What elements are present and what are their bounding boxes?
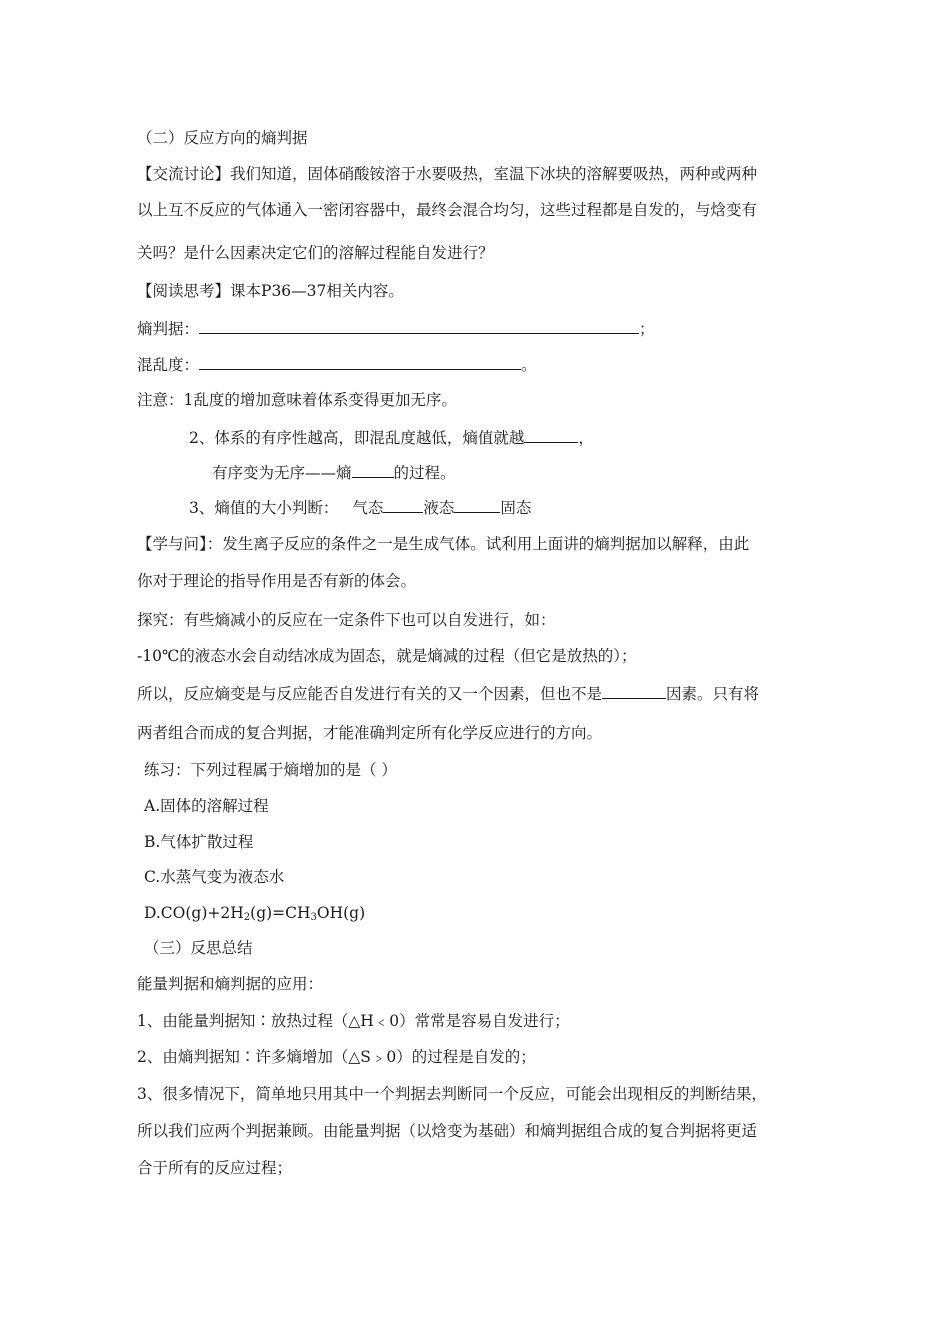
note-line-2b (212, 462, 456, 483)
entropy-criterion-blank[interactable] (199, 318, 639, 334)
option-d-sub2: 3 (310, 912, 317, 923)
summary-point-3-line-2: 所以我们应两个判据兼顾。由能量判据（以焓变为基础）和熵判据组合成的复合判据将更适 (137, 1122, 758, 1140)
note-2b-end: 的过程。 (393, 464, 456, 482)
explore-line-1: 探究：有些熵减小的反应在一定条件下也可以自发进行，如： (137, 611, 556, 629)
disorder-label: 混乱度： (137, 356, 200, 374)
summary-point-3-line-1: 3、很多情况下，简单地只用其中一个判据去判断同一个反应，可能会出现相反的判断结果， (137, 1085, 767, 1103)
discussion-line-1 (137, 164, 757, 184)
note-2b-text: 有序变为无序——熵 (212, 464, 352, 482)
reading-line (137, 281, 404, 301)
explore-line-2: -10℃的液态水会自动结冰成为固态，就是熵减的过程（但它是放热的）； (137, 647, 637, 665)
option-d-sub1: 2 (243, 912, 251, 923)
liquid-state-label: 液态 (423, 499, 455, 517)
learn-text-1: ：发生离子反应的条件之一是生成气体。试利用上面讲的熵判据加以解释，由此 (206, 535, 750, 553)
disorder-blank[interactable] (199, 354, 521, 370)
note-line-3 (189, 497, 531, 518)
learn-line-2: 你对于理论的指导作用是否有新的体会。 (137, 572, 417, 590)
note-2-comma: ， (578, 429, 594, 447)
decisive-factor-blank[interactable] (602, 683, 666, 699)
summary-point-2: 2、由熵判据知∶许多熵增加（△S﹥0）的过程是自发的； (137, 1048, 536, 1066)
summary-intro: 能量判据和熵判据的应用： (137, 975, 324, 993)
entropy-criterion-label: 熵判据： (137, 320, 200, 338)
note-3-text: 3、熵值的大小判断： (189, 499, 339, 517)
discussion-line-3: 关吗？是什么因素决定它们的溶解过程能自发进行？ (137, 244, 494, 262)
learn-line-1 (137, 534, 749, 554)
option-d-part2: (g)=CH (250, 904, 311, 922)
explore-line-3 (137, 683, 759, 704)
note-line-2 (189, 427, 594, 448)
note-line-1: 注意：1乱度的增加意味着体系变得更加无序。 (137, 391, 457, 409)
gas-liquid-blank[interactable] (383, 497, 423, 513)
exercise-question: 练习：下列过程属于熵增加的是（ ） (144, 761, 397, 779)
explore-line-4: 两者组合而成的复合判据，才能准确判定所有化学反应进行的方向。 (137, 724, 603, 742)
summary-point-1: 1、由能量判据知∶放热过程（△H﹤0）常常是容易自发进行； (137, 1012, 570, 1030)
entropy-criterion-end: ； (639, 320, 655, 338)
discussion-line-2: 以上互不反应的气体通入一密闭容器中，最终会混合均匀，这些过程都是自发的，与焓变有 (137, 201, 758, 219)
exercise-option-c: C.水蒸气变为液态水 (144, 868, 285, 886)
exercise-option-d (144, 903, 365, 923)
section-3-title: （三）反思总结 (144, 939, 253, 957)
disorder-end: 。 (521, 356, 537, 374)
discussion-text-1: 我们知道，固体硝酸铵溶于水要吸热，室温下冰块的溶解要吸热，两种或两种 (230, 165, 758, 183)
liquid-solid-blank[interactable] (454, 497, 500, 513)
note-2-text: 2、体系的有序性越高，即混乱度越低，熵值就越 (189, 429, 525, 447)
option-d-part1: D.CO(g)+2H (144, 904, 244, 922)
reading-text: 课本P36—37相关内容。 (230, 282, 404, 300)
entropy-higher-lower-blank[interactable] (524, 427, 578, 443)
gas-state-label: 气态 (352, 499, 384, 517)
exercise-option-a: A.固体的溶解过程 (144, 797, 269, 815)
entropy-criterion-line (137, 318, 655, 339)
discussion-tag: 【交流讨论】 (137, 165, 231, 183)
explore-3-text: 所以，反应熵变是与反应能否自发进行有关的又一个因素，但也不是 (137, 685, 603, 703)
section-2-title: （二）反应方向的熵判据 (137, 129, 308, 147)
exercise-option-b: B.气体扩散过程 (144, 833, 254, 851)
explore-3-end: 因素。只有将 (666, 685, 760, 703)
solid-state-label: 固态 (500, 499, 532, 517)
summary-point-3-line-3: 合于所有的反应过程； (137, 1159, 293, 1177)
entropy-change-blank[interactable] (352, 462, 394, 478)
option-d-part3: OH(g) (316, 904, 366, 922)
reading-tag: 【阅读思考】 (137, 282, 231, 300)
learn-tag: 【学与问】 (137, 535, 207, 553)
disorder-line (137, 354, 537, 375)
